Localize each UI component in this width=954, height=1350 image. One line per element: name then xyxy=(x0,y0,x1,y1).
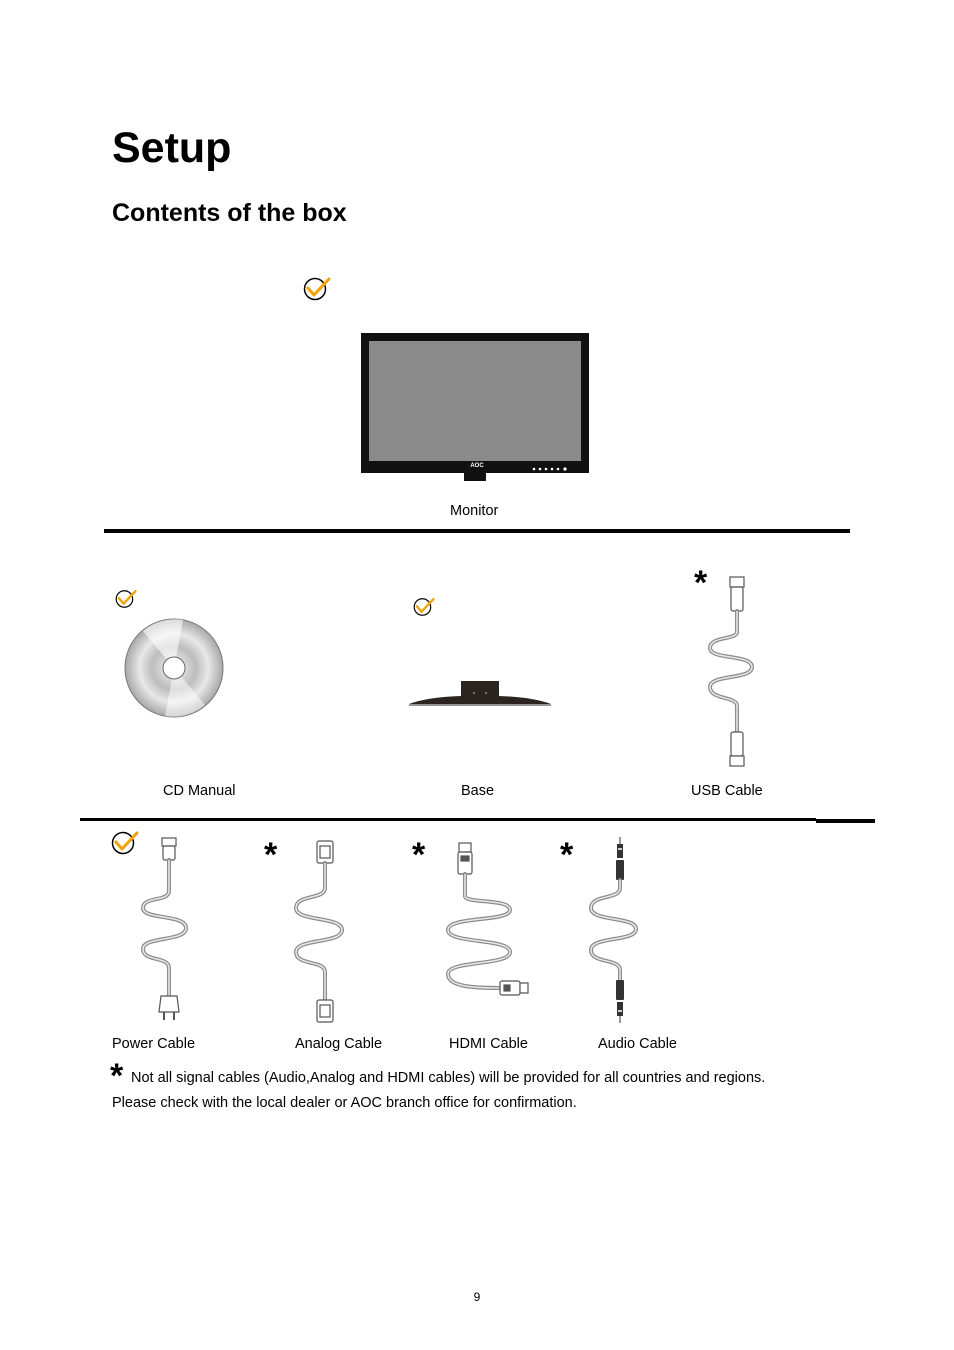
check-icon xyxy=(114,588,138,610)
usb-cable-image xyxy=(700,574,770,770)
hdmi-cable-image xyxy=(440,840,532,1000)
base-image xyxy=(408,680,552,710)
analog-cable-image xyxy=(290,838,350,1026)
check-icon xyxy=(412,596,436,618)
divider-top xyxy=(104,529,850,533)
check-icon xyxy=(302,275,332,303)
usb-cable-label: USB Cable xyxy=(691,783,763,799)
hdmi-cable-label: HDMI Cable xyxy=(449,1036,528,1052)
audio-cable-label: Audio Cable xyxy=(598,1036,677,1052)
monitor-label: Monitor xyxy=(450,503,499,519)
cd-manual-label: CD Manual xyxy=(163,783,236,799)
footnote-line-2: Please check with the local dealer or AOC branch office for confirmation. xyxy=(112,1095,577,1111)
divider-bottom-right xyxy=(816,819,875,823)
asterisk-icon: * xyxy=(264,836,278,874)
asterisk-icon: * xyxy=(110,1057,124,1095)
asterisk-icon: * xyxy=(560,836,574,874)
analog-cable-label: Analog Cable xyxy=(295,1036,383,1052)
section-title: Contents of the box xyxy=(112,199,347,227)
power-cable-label: Power Cable xyxy=(112,1036,196,1052)
page-number: 9 xyxy=(473,1290,481,1304)
footnote-line-1: Not all signal cables (Audio,Analog and HDMI cables) will be provided for all countries and regions. xyxy=(131,1070,766,1086)
asterisk-icon: * xyxy=(412,836,426,874)
power-cable-image xyxy=(138,836,194,1026)
audio-cable-image xyxy=(586,836,644,1026)
asterisk-icon: * xyxy=(694,564,708,602)
base-label: Base xyxy=(461,783,495,799)
page-title: Setup xyxy=(112,124,232,172)
divider-bottom xyxy=(80,818,816,821)
cd-image xyxy=(123,617,225,719)
check-icon xyxy=(110,829,140,857)
monitor-brand-logo: AOC xyxy=(470,463,484,469)
monitor-image xyxy=(360,332,590,482)
